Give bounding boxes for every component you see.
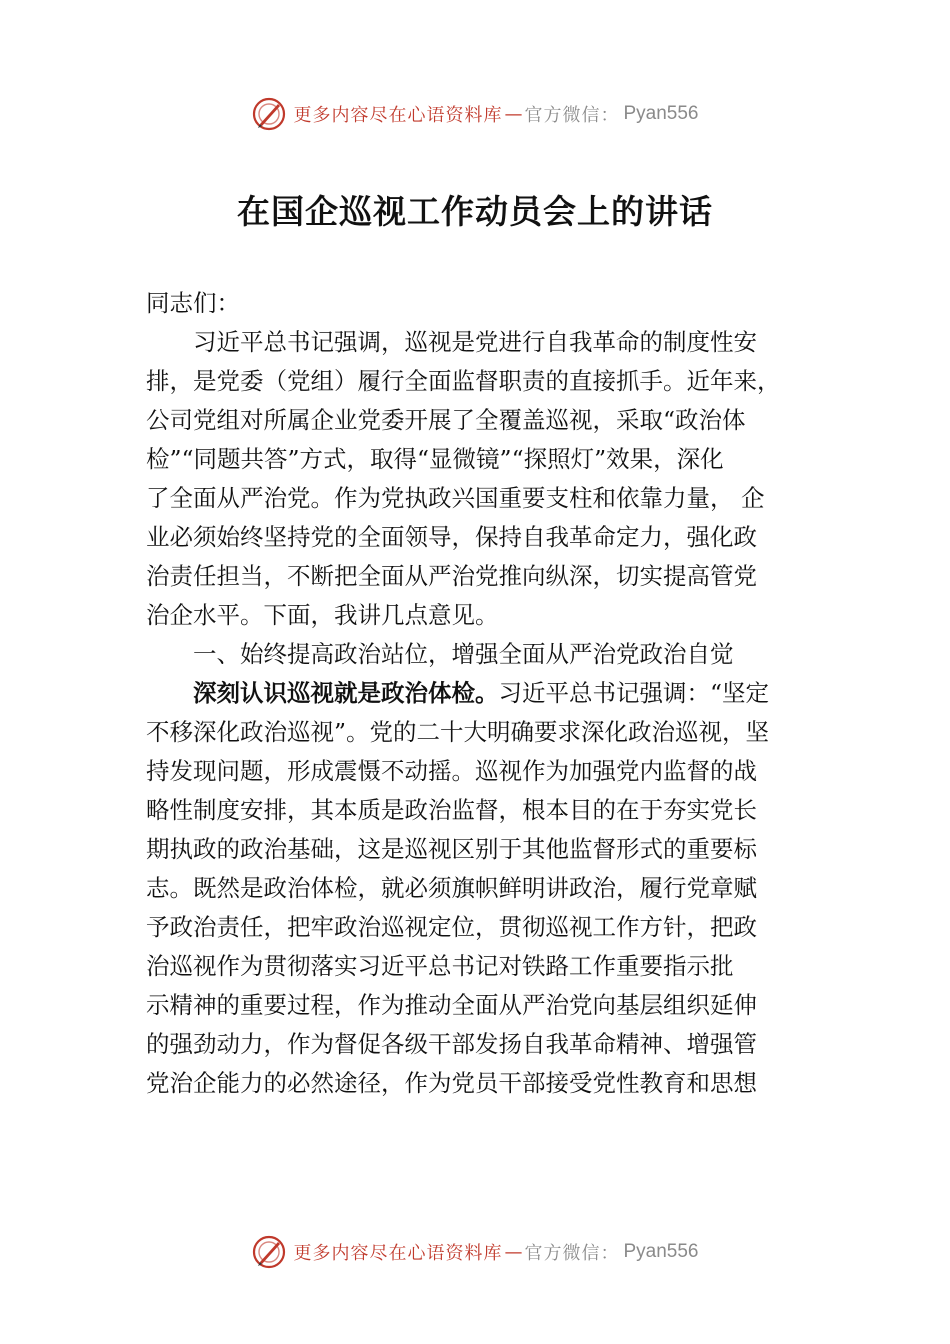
text-line: 治企水平。下面，我讲几点意见。 [146, 601, 499, 629]
text-line: 公司党组对所属企业党委开展了全覆盖巡视，采取“政治体 [146, 406, 746, 434]
text-span: 习近平总书记强调：“坚定 [498, 679, 770, 707]
banner-separator: — [504, 103, 523, 125]
bold-lead-sentence: 深刻认识巡视就是政治体检。 [193, 679, 499, 707]
document-body [146, 284, 810, 1103]
text-line: 的强劲动力，作为督促各级干部发扬自我革命精神、增强管 [146, 1030, 757, 1058]
document-title: 在国企巡视工作动员会上的讲话 [237, 192, 713, 231]
text-line: 治责任担当，不断把全面从严治党推向纵深，切实提高管党 [146, 562, 757, 590]
banner-separator: — [504, 1241, 523, 1263]
banner-label: 官方微信： [524, 1243, 620, 1264]
text-line: 不移深化政治巡视”。党的二十大明确要求深化政治巡视，坚 [146, 718, 770, 746]
banner-label: 官方微信： [524, 105, 620, 126]
text-line: 检”“同题共答”方式，取得“显微镜”“探照灯”效果，深化 [146, 445, 724, 473]
text-line: 治巡视作为贯彻落实习近平总书记对铁路工作重要指示批 [146, 952, 734, 980]
section-heading-1: 一、始终提高政治站位，增强全面从严治党政治自觉 [193, 640, 734, 668]
banner-text: 更多内容尽在心语资料库 [293, 105, 503, 126]
text-line: 业必须始终坚持党的全面领导，保持自我革命定力，强化政 [146, 523, 757, 551]
text-line [146, 674, 810, 713]
text-line: 了全面从严治党。作为党执政兴国重要支柱和依靠力量， 企 [146, 484, 765, 512]
text-line: 予政治责任，把牢政治巡视定位，贯彻巡视工作方针，把政 [146, 913, 757, 941]
text-line: 期执政的政治基础，这是巡视区别于其他监督形式的重要标 [146, 835, 757, 863]
text-line: 持发现问题，形成震慑不动摇。巡视作为加强党内监督的战 [146, 757, 757, 785]
pen-logo-icon [251, 1234, 287, 1270]
text-line: 示精神的重要过程，作为推动全面从严治党向基层组织延伸 [146, 991, 757, 1019]
paragraph-1 [146, 323, 810, 635]
text-line: 志。既然是政治体检，就必须旗帜鲜明讲政治，履行党章赋 [146, 874, 757, 902]
salutation: 同志们： [146, 289, 240, 317]
text-line: 党治企能力的必然途径，作为党员干部接受党性教育和思想 [146, 1069, 757, 1097]
text-line: 习近平总书记强调，巡视是党进行自我革命的制度性安 [193, 328, 757, 356]
paragraph-2 [146, 674, 810, 1103]
banner-text: 更多内容尽在心语资料库 [293, 1243, 503, 1264]
footer-banner [0, 1232, 950, 1272]
pen-logo-icon [251, 96, 287, 132]
banner-wechat-id: Pyan556 [623, 1241, 699, 1262]
text-line: 排，是党委（党组）履行全面监督职责的直接抓手。近年来， [146, 367, 781, 395]
header-banner [0, 94, 950, 134]
text-line: 略性制度安排，其本质是政治监督，根本目的在于夯实党长 [146, 796, 757, 824]
banner-wechat-id: Pyan556 [623, 103, 699, 124]
